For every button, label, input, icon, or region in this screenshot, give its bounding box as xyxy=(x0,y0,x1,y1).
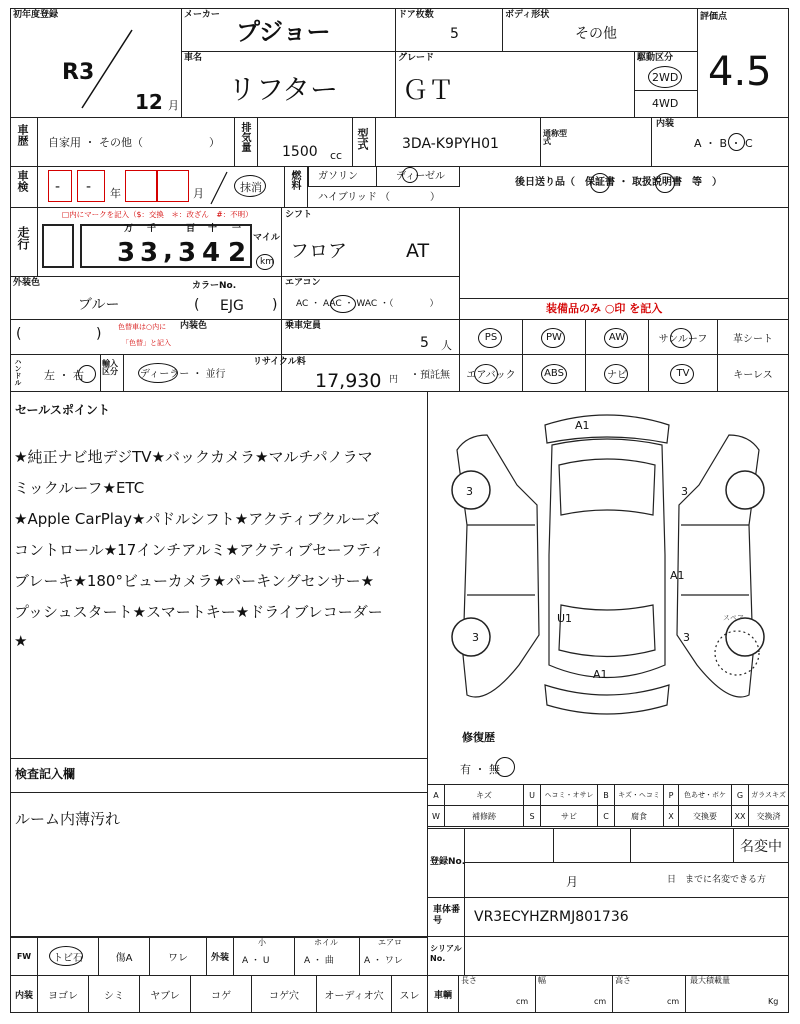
mileage-mile: マイル xyxy=(253,233,280,243)
interior-item: コゲ xyxy=(190,975,252,1013)
dims-height-unit: cm xyxy=(667,997,680,1006)
km-circle xyxy=(256,254,274,270)
damage-mark: 3 xyxy=(683,631,690,644)
insp-dash-1: - xyxy=(55,179,61,195)
mileage-km: km xyxy=(260,257,274,267)
color-code-label: カラーNo. xyxy=(192,281,237,291)
ext-aero-value: A ・ ワレ xyxy=(364,956,403,966)
mileage-digit: 3 xyxy=(117,238,136,268)
sales-line: コントロール★17インチアルミ★アクティブセーフティ xyxy=(14,541,385,559)
navi-circle xyxy=(604,364,628,384)
fw-chip: トビ石 xyxy=(37,936,99,976)
era-year: R3 xyxy=(62,60,95,85)
name-change-label: 名変中 xyxy=(740,839,782,855)
sales-line: ★ xyxy=(14,632,28,650)
legend-desc: キズ・ヘコミ xyxy=(614,784,664,806)
handle-label: ハンドル xyxy=(14,358,22,386)
color-code-value: EJG xyxy=(220,298,244,314)
legend-desc: ヘコミ・オサレ xyxy=(540,784,598,806)
carname-label: 車名 xyxy=(184,53,203,63)
equip-airbag: エアバック xyxy=(459,354,523,392)
insp-dash-2: - xyxy=(86,179,92,195)
cc-note-1: 色替車は○内に xyxy=(118,323,167,331)
body-value: その他 xyxy=(575,26,617,42)
exterior-label-cell: 外装 xyxy=(206,936,234,976)
cc-paren-close: ) xyxy=(96,326,102,342)
vin-value: VR3ECYHZRMJ801736 xyxy=(474,909,629,925)
shift-value: フロア xyxy=(290,240,348,262)
insp-month-unit: 月 xyxy=(193,187,204,200)
equip-title: 装備品のみ ○印 を記入 xyxy=(546,302,663,315)
interior-label-cell: 内装 xyxy=(10,975,38,1013)
aircon-value: AC ・ AAC ・ WAC ・（ ） xyxy=(296,299,439,309)
interior-color-label: 内装色 xyxy=(180,321,208,331)
inspection-text: ルーム内薄汚れ xyxy=(15,810,121,828)
interior-item: オーディオ穴 xyxy=(316,975,392,1013)
legend-code: C xyxy=(597,805,615,827)
damage-mark: 3 xyxy=(681,485,688,498)
legend-table xyxy=(427,784,789,828)
mileage-digit: 3 xyxy=(140,238,159,268)
repair-label: 修復歴 xyxy=(462,731,495,744)
cc-paren-open: ( xyxy=(16,326,22,342)
reg-month-unit: 月 xyxy=(168,99,179,112)
score-value: 4.5 xyxy=(708,49,772,95)
cc-note-2: 「色替」と記入 xyxy=(122,339,171,347)
inspection-title: 検査記入欄 xyxy=(15,767,76,781)
legend-code: P xyxy=(663,784,679,806)
legend-code: B xyxy=(597,784,615,806)
grade-value: ＧＴ xyxy=(402,76,455,106)
repair-value: 有 ・ 無 xyxy=(460,763,500,776)
damage-mark: A1 xyxy=(593,668,608,681)
history-label: 車歴 xyxy=(16,124,29,146)
equip-tv: TV xyxy=(648,354,718,392)
reg-cell-div1 xyxy=(553,828,554,863)
damage-mark: A1 xyxy=(670,569,685,582)
disp-value: 1500 xyxy=(282,144,318,160)
inspection-title-divider xyxy=(10,792,428,793)
history-value: 自家用 ・ その他（ ） xyxy=(48,136,220,149)
vin-label: 車体番号 xyxy=(433,905,461,926)
interior-item: スレ xyxy=(391,975,428,1013)
damage-mark: U1 xyxy=(557,612,573,625)
dims-label-cell: 車輌 xyxy=(427,975,459,1013)
recycle-value: 17,930 xyxy=(315,370,382,392)
airbag-circle xyxy=(474,364,498,384)
dims-length-label: 長さ xyxy=(461,976,477,985)
equip-aw: AW xyxy=(585,319,649,355)
fuel-gasoline: ガソリン xyxy=(318,171,358,182)
reg-cell-div2 xyxy=(630,828,631,863)
sales-line: ブレーキ★180°ビューカメラ★パーキングセンサー★ xyxy=(14,572,375,590)
damage-mark: 3 xyxy=(466,485,473,498)
inspection-label: 車検 xyxy=(16,170,29,192)
recycle-label: リサイクル料 xyxy=(253,357,306,367)
equip-abs: ABS xyxy=(522,354,586,392)
sunroof-circle xyxy=(670,328,692,348)
insp-year-unit: 年 xyxy=(110,187,121,200)
ext-wheel-label: ホイル xyxy=(314,938,338,947)
aw-circle xyxy=(604,328,628,348)
dims-width-cell xyxy=(535,975,613,1013)
doors-value: 5 xyxy=(450,26,459,42)
insp-unregistered: 抹消 xyxy=(240,181,262,194)
equip-pw: PW xyxy=(522,319,586,355)
drive-divider xyxy=(634,90,698,91)
import-value: ディーラー ・ 並行 xyxy=(140,369,226,380)
sales-line: プッシュスタート★スマートキー★ドライブレコーダー xyxy=(14,603,383,621)
aircon-label: エアコン xyxy=(285,278,321,288)
maker-label: メーカー xyxy=(184,10,220,20)
legend-desc: 補修跡 xyxy=(444,805,524,827)
mileage-man: 万 xyxy=(124,224,134,234)
score-label: 評価点 xyxy=(700,12,728,22)
legend-desc: 腐食 xyxy=(614,805,664,827)
dims-length-unit: cm xyxy=(516,997,529,1006)
sales-title: セールスポイント xyxy=(15,403,110,417)
fw-label-cell: FW xyxy=(10,936,38,976)
registration-label: 登録No. xyxy=(430,857,466,867)
fw-crack: ワレ xyxy=(149,936,207,976)
equip-leather: 革シート xyxy=(717,319,789,355)
mileage-digit: 2 xyxy=(228,238,247,268)
color-value: ブルー xyxy=(78,297,120,313)
capacity-unit: 人 xyxy=(441,339,452,352)
body-label: ボディ形状 xyxy=(505,10,550,20)
legend-code: W xyxy=(427,805,445,827)
manual-circle xyxy=(655,173,675,193)
first-reg-label: 初年度登録 xyxy=(13,10,59,20)
equip-ps: PS xyxy=(459,319,523,355)
recycle-deposit: ・預託無 xyxy=(410,370,450,381)
reg-day-note: 日 までに名変できる方 xyxy=(667,875,767,885)
mileage-ichi: 一 xyxy=(232,224,242,234)
mileage-label: 走行 xyxy=(16,226,30,250)
mileage-digit: 3 xyxy=(178,238,197,268)
mileage-sen: 千 xyxy=(147,224,157,234)
aac-circle xyxy=(330,295,356,313)
carname-value: リフター xyxy=(228,73,339,106)
equip-navi: ナビ xyxy=(585,354,649,392)
drive-label: 駆動区分 xyxy=(637,53,674,63)
equip-keyless: キーレス xyxy=(717,354,789,392)
doors-label: ドア枚数 xyxy=(398,10,434,20)
legend-code: U xyxy=(523,784,541,806)
repair-none-circle xyxy=(495,757,515,777)
shift-type: AT xyxy=(406,240,430,262)
fuel-hybrid-paren: （ ） xyxy=(380,192,440,203)
dims-maxload-unit: Kg xyxy=(768,997,779,1006)
interior-item: シミ xyxy=(88,975,140,1013)
model-label: 型式 xyxy=(356,128,369,150)
legend-code: X xyxy=(663,805,679,827)
legend-code: G xyxy=(731,784,749,806)
color-label: 外装色 xyxy=(13,278,41,288)
diesel-circle xyxy=(402,167,418,183)
legend-desc: 交換要 xyxy=(678,805,732,827)
interior-item: コゲ穴 xyxy=(251,975,317,1013)
sales-lines xyxy=(14,446,424,663)
legend-desc: キズ xyxy=(444,784,524,806)
sales-line: ★Apple CarPlay★パドルシフト★アクティブクルーズ xyxy=(14,510,380,528)
damage-mark: A1 xyxy=(575,419,590,432)
fw-chip-circle xyxy=(49,946,83,966)
docs-label: 後日送り品（ 保証書 ・ 取扱説明書 等 ） xyxy=(515,177,722,188)
serial-label: シリアルNo. xyxy=(430,944,462,964)
interior-item: ヤブレ xyxy=(139,975,191,1013)
certified-label: 通称型式 xyxy=(543,129,567,146)
capacity-value: 5 xyxy=(420,335,429,351)
unregistered-circle xyxy=(234,175,266,197)
insp-box-4 xyxy=(157,170,189,202)
handle-value: 左 ・ 右 xyxy=(44,369,84,382)
interior-grade-label: 内装 xyxy=(656,119,675,129)
dims-width-unit: cm xyxy=(594,997,607,1006)
sales-line: ★純正ナビ地デジTV★バックカメラ★マルチパノラマ xyxy=(14,448,373,466)
pw-circle xyxy=(541,328,565,348)
fuel-vdiv xyxy=(376,166,377,187)
ext-small-value: A ・ U xyxy=(242,956,270,966)
insp-box-3 xyxy=(125,170,157,202)
mileage-hyaku: 百 xyxy=(186,224,196,234)
mileage-mark-box xyxy=(42,224,74,268)
disp-label: 排気量 xyxy=(239,122,250,152)
inspection-box xyxy=(10,758,428,938)
fuel-hybrid: ハイブリッド xyxy=(318,192,377,203)
ext-wheel-value: A ・ 曲 xyxy=(304,956,334,966)
interior-item: ヨゴレ xyxy=(37,975,89,1013)
color-code-close: ) xyxy=(272,297,278,313)
ps-circle xyxy=(478,328,502,348)
drive-4wd: 4WD xyxy=(652,97,679,110)
fuel-label: 燃料 xyxy=(289,170,300,190)
mileage-ju: 十 xyxy=(208,224,218,234)
recycle-yen: 円 xyxy=(389,375,399,385)
capacity-label: 乗車定員 xyxy=(285,321,322,331)
model-value: 3DA-K9PYH01 xyxy=(402,136,499,152)
docs-area xyxy=(459,207,789,299)
ext-aero-label: エアロ xyxy=(378,938,402,947)
disp-unit: cc xyxy=(330,149,343,162)
shift-label: シフト xyxy=(285,210,313,220)
serial-box xyxy=(427,936,789,976)
car-diagram xyxy=(427,405,789,735)
interior-grade-value: A ・ B ・ C xyxy=(694,137,753,150)
dims-height-label: 高さ xyxy=(615,976,631,985)
sales-line: ミックルーフ★ETC xyxy=(14,479,145,497)
reg-cell-div3 xyxy=(733,828,734,863)
legend-code: A xyxy=(427,784,445,806)
dealer-circle xyxy=(138,363,178,383)
legend-desc: ガラスキズ xyxy=(748,784,789,806)
grade-label: グレード xyxy=(398,53,435,63)
warranty-circle xyxy=(590,173,610,193)
ext-small-label: 小 xyxy=(258,938,266,947)
interior-grade-circle xyxy=(728,133,745,151)
mileage-note: □内にマークを記入（$：交換 ＊：改ざん #：不明） xyxy=(62,210,253,219)
legend-code: XX xyxy=(731,805,749,827)
import-label: 輸入区分 xyxy=(102,359,118,376)
insp-slash xyxy=(205,168,235,208)
maker-value: プジョー xyxy=(236,18,331,46)
spare-label: スペア xyxy=(723,614,744,622)
drive-2wd: 2WD xyxy=(652,71,679,84)
legend-desc: サビ xyxy=(540,805,598,827)
fw-scratch: 傷A xyxy=(98,936,150,976)
color-code-open: ( xyxy=(194,297,200,313)
drive-2wd-circle xyxy=(648,66,682,88)
abs-circle xyxy=(541,364,567,384)
reg-month: 12 xyxy=(135,90,163,114)
legend-desc: 色あせ・ボケ xyxy=(678,784,732,806)
tv-circle xyxy=(670,364,694,384)
equip-sunroof: サンルーフ xyxy=(648,319,718,355)
mileage-digit: 4 xyxy=(202,238,221,268)
dims-maxload-label: 最大積載量 xyxy=(690,976,730,985)
legend-code: S xyxy=(523,805,541,827)
fuel-diesel: ディーゼル xyxy=(396,171,445,182)
handle-right-circle xyxy=(78,365,96,383)
legend-desc: 交換済 xyxy=(748,805,789,827)
mileage-comma: , xyxy=(163,236,173,266)
reg-month-label: 月 xyxy=(566,875,579,889)
dims-width-label: 幅 xyxy=(538,976,546,985)
damage-mark: 3 xyxy=(472,631,479,644)
